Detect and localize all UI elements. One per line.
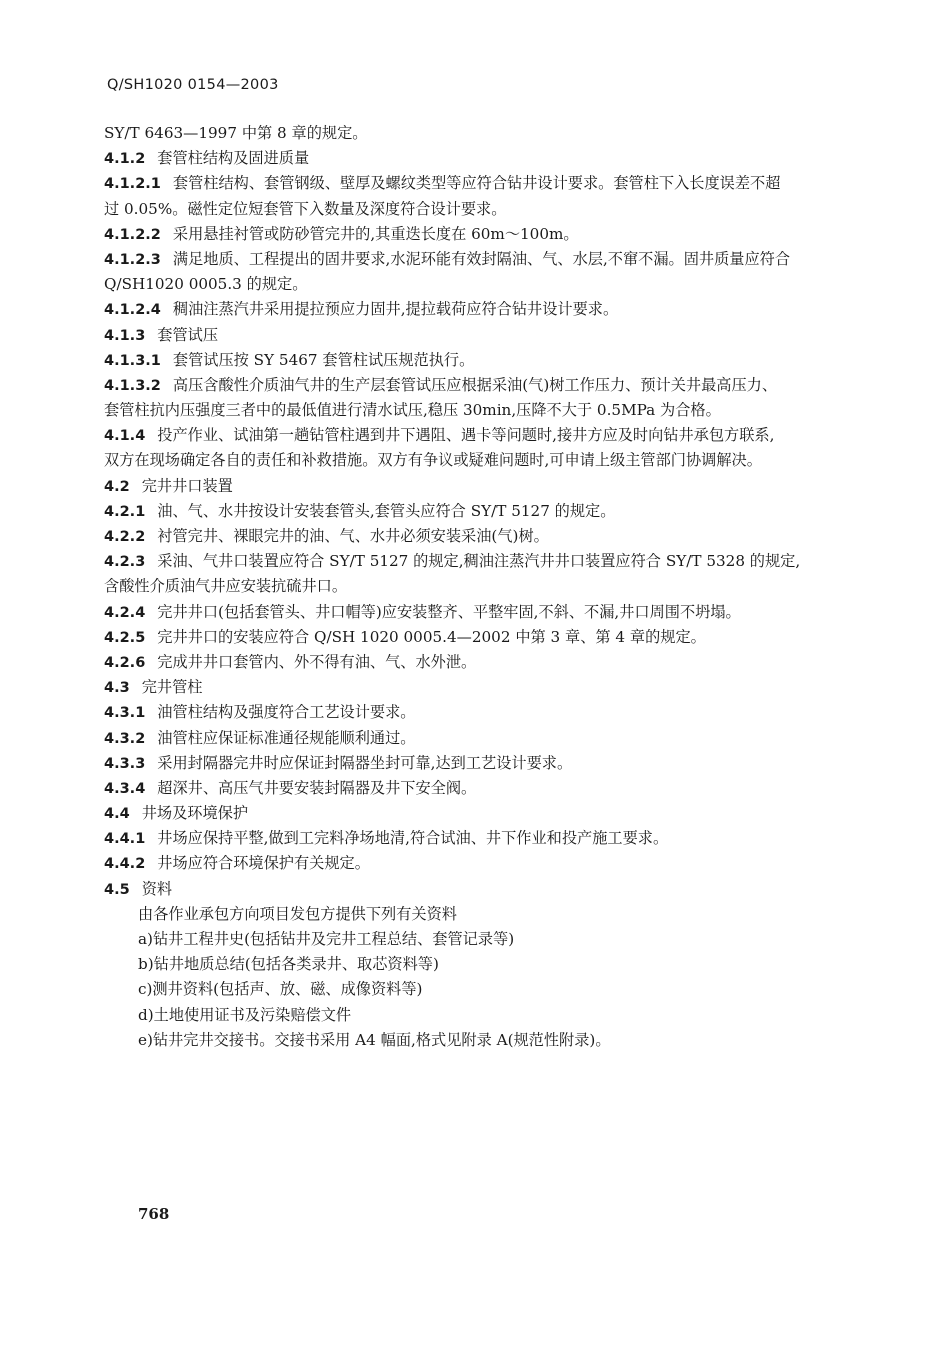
text-line	[104, 574, 849, 599]
clause-text: 满足地质、工程提出的固井要求,水泥环能有效封隔油、气、水层,不窜不漏。固井质量应符合	[172, 249, 791, 268]
clause-number: 4.3	[104, 680, 130, 697]
clause-number: 4.3.4	[104, 780, 146, 797]
clause-text: Q/SH1020 0005.3 的规定。	[104, 275, 308, 294]
text-line	[104, 146, 849, 171]
clause-number: 4.3.3	[104, 755, 146, 772]
text-line	[104, 474, 849, 499]
text-line	[104, 751, 849, 776]
text-line	[104, 700, 849, 725]
clause-number: 4.1.2.1	[104, 176, 161, 193]
clause-number: 4.2.6	[104, 654, 146, 671]
clause-text: 油管柱结构及强度符合工艺设计要求。	[157, 703, 416, 722]
clause-number: 4.1.3.1	[104, 352, 161, 369]
text-line	[104, 826, 849, 851]
clause-text: 由各作业承包方向项目发包方提供下列有关资料	[138, 904, 457, 923]
clause-text: 完井井口的安装应符合 Q/SH 1020 0005.4—2002 中第 3 章、第 4 章的规定。	[157, 627, 706, 646]
clause-text: 完成井井口套管内、外不得有油、气、水外泄。	[157, 652, 477, 671]
clause-number: 4.2	[104, 478, 130, 495]
clause-text: b)钻井地质总结(包括各类录井、取芯资料等)	[138, 955, 439, 974]
clause-number: 4.4.2	[104, 856, 146, 873]
clause-text: 含酸性介质油气井应安装抗硫井口。	[104, 577, 347, 596]
text-line	[104, 675, 849, 700]
clause-number: 4.2.1	[104, 503, 146, 520]
clause-number: 4.2.4	[104, 604, 146, 621]
text-line	[104, 171, 849, 196]
clause-text: 稠油注蒸汽井采用提拉预应力固井,提拉载荷应符合钻井设计要求。	[172, 300, 619, 319]
text-line	[104, 1028, 849, 1053]
text-line	[104, 373, 849, 398]
text-line	[104, 121, 849, 146]
clause-number: 4.1.3	[104, 327, 146, 344]
clause-text: 井场及环境保护	[141, 804, 248, 823]
text-line	[104, 877, 849, 902]
text-line	[104, 448, 849, 473]
clause-text: 完井井口(包括套管头、井口帽等)应安装整齐、平整牢固,不斜、不漏,井口周围不坍塌。	[157, 602, 741, 621]
clause-text: d)土地使用证书及污染赔偿文件	[138, 1005, 352, 1024]
clause-number: 4.4.1	[104, 831, 146, 848]
text-line	[104, 650, 849, 675]
clause-number: 4.1.4	[104, 428, 146, 445]
clause-text: e)钻井完井交接书。交接书采用 A4 幅面,格式见附录 A(规范性附录)。	[138, 1030, 611, 1049]
clause-number: 4.4	[104, 806, 130, 823]
text-line	[104, 801, 849, 826]
text-line	[104, 776, 849, 801]
document-code-header: Q/SH1020 0154—2003	[107, 77, 279, 93]
text-line	[104, 726, 849, 751]
text-line	[104, 524, 849, 549]
clause-text: 衬管完井、裸眼完井的油、气、水井必须安装采油(气)树。	[157, 527, 549, 545]
clause-number: 4.2.5	[104, 629, 146, 646]
text-line	[104, 247, 849, 272]
text-line	[104, 197, 849, 222]
clause-number: 4.1.2.4	[104, 302, 161, 319]
clause-text: 油管柱应保证标准通径规能顺利通过。	[157, 728, 416, 747]
clause-number: 4.2.3	[104, 554, 146, 571]
text-line	[104, 977, 849, 1002]
text-line	[104, 398, 849, 423]
text-line	[104, 222, 849, 247]
clause-text: 井场应符合环境保护有关规定。	[157, 854, 370, 873]
clause-text: 套管柱结构、套管钢级、壁厚及螺纹类型等应符合钻井设计要求。套管柱下入长度误差不超	[172, 174, 781, 193]
clause-number: 4.3.1	[104, 705, 146, 722]
clause-number: 4.1.2.2	[104, 226, 161, 243]
text-line	[104, 952, 849, 977]
text-line	[104, 1003, 849, 1028]
clause-text: SY/T 6463—1997 中第 8 章的规定。	[104, 124, 368, 142]
clause-text: 采用封隔器完井时应保证封隔器坐封可靠,达到工艺设计要求。	[157, 753, 573, 772]
clause-text: 井场应保持平整,做到工完料净场地清,符合试油、井下作业和投产施工要求。	[157, 829, 669, 848]
text-line	[104, 549, 849, 574]
clause-text: 套管柱抗内压强度三者中的最低值进行清水试压,稳压 30min,压降不大于 0.5MPa 为合格。	[104, 401, 721, 420]
clause-text: 过 0.05%。磁性定位短套管下入数量及深度符合设计要求。	[104, 199, 507, 218]
text-line	[104, 323, 849, 348]
clause-text: c)测井资料(包括声、放、磁、成像资料等)	[138, 980, 423, 999]
clause-text: 双方在现场确定各自的责任和补救措施。双方有争议或疑难问题时,可申请上级主管部门协调解决。	[104, 451, 762, 470]
page-number: 768	[138, 1205, 170, 1223]
clause-text: 超深井、高压气井要安装封隔器及井下安全阀。	[157, 778, 477, 797]
clause-number: 4.1.2	[104, 151, 146, 168]
clause-number: 4.1.2.3	[104, 251, 161, 268]
text-line	[104, 499, 849, 524]
clause-text: 采油、气井口装置应符合 SY/T 5127 的规定,稠油注蒸汽井井口装置应符合 SY/T 5328 的规定,	[157, 552, 801, 571]
clause-text: 资料	[141, 879, 173, 898]
clause-number: 4.1.3.2	[104, 377, 161, 394]
clause-text: 套管试压	[157, 325, 219, 344]
clause-number: 4.5	[104, 881, 130, 898]
clause-text: 投产作业、试油第一趟钻管柱遇到井下遇阻、遇卡等问题时,接井方应及时向钻井承包方联系,	[157, 426, 775, 445]
clause-text: a)钻井工程井史(包括钻井及完井工程总结、套管记录等)	[138, 930, 515, 948]
clause-text: 套管柱结构及固进质量	[157, 149, 310, 168]
text-line	[104, 297, 849, 322]
text-line	[104, 927, 849, 952]
text-line	[104, 851, 849, 876]
clause-number: 4.2.2	[104, 529, 146, 545]
text-line	[104, 272, 849, 297]
clause-text: 完井井口装置	[141, 476, 233, 495]
clause-text: 完井管柱	[141, 678, 203, 697]
text-line	[104, 600, 849, 625]
clause-text: 高压含酸性介质油气井的生产层套管试压应根据采油(气)树工作压力、预计关井最高压力、	[172, 375, 778, 394]
clause-text: 套管试压按 SY 5467 套管柱试压规范执行。	[172, 350, 475, 369]
text-line	[104, 348, 849, 373]
clause-text: 采用悬挂衬管或防砂管完井的,其重迭长度在 60m～100m。	[172, 224, 579, 243]
clause-text: 油、气、水井按设计安装套管头,套管头应符合 SY/T 5127 的规定。	[157, 501, 616, 520]
text-line	[104, 423, 849, 448]
document-body	[104, 121, 849, 1053]
text-line	[104, 902, 849, 927]
clause-number: 4.3.2	[104, 730, 146, 747]
text-line	[104, 625, 849, 650]
